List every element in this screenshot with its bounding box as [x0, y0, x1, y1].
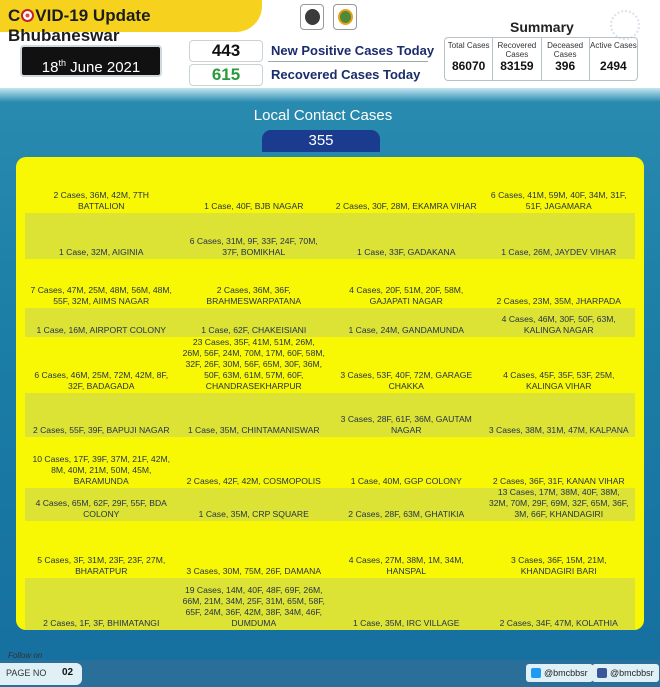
recovered-today-label: Recovered Cases Today [271, 67, 421, 82]
date-day: 18 [41, 59, 59, 76]
case-cell: 5 Cases, 3F, 31M, 23F, 23F, 27M, BHARATPUR [37, 555, 166, 576]
case-cell: 2 Cases, 36M, 36F, BRAHMESWARPATANA [206, 285, 302, 306]
bmc-logo-icon [333, 4, 357, 30]
case-cell: 1 Case, 24M, GANDAMUNDA [348, 325, 465, 335]
table-row [25, 578, 635, 630]
page-label: PAGE NO [6, 668, 47, 678]
case-cell: 2 Cases, 30F, 28M, EKAMRA VIHAR [335, 201, 477, 211]
govt-emblem-icon [300, 4, 324, 30]
case-cell: 6 Cases, 31M, 9F, 33F, 24F, 70M, 37F, BOMIKHAL [189, 236, 318, 257]
case-cell: 4 Cases, 27M, 38M, 1M, 34M, HANSPAL [348, 555, 464, 576]
twitter-link[interactable] [526, 664, 593, 682]
case-cell: 1 Case, 33F, GADAKANA [357, 247, 456, 257]
case-cell: 1 Case, 16M, AIRPORT COLONY [36, 325, 167, 335]
cases-card [16, 157, 644, 630]
facebook-link[interactable] [592, 664, 659, 682]
follow-label: Follow on [8, 651, 43, 660]
table-row [25, 213, 635, 259]
case-cell: 13 Cases, 17M, 38M, 40F, 38M, 32M, 70M, 29F, 69M, 32F, 65M, 36F, 3M, 66F, KHANDAGIRI [489, 487, 629, 519]
case-cell: 1 Case, 26M, JAYDEV VIHAR [501, 247, 617, 257]
table-row [25, 337, 635, 393]
case-cell: 1 Case, 40M, GGP COLONY [350, 476, 462, 486]
summary-label: Total Cases [447, 41, 490, 50]
case-cell: 4 Cases, 20F, 51M, 20F, 58M, GAJAPATI NAGAR [349, 285, 464, 306]
summary-label: Recovered Cases [497, 41, 537, 59]
case-cell: 19 Cases, 14M, 40F, 48F, 69F, 26M, 66M, 21M, 34M, 25F, 31M, 65M, 58F, 65F, 24M, 36F, 42M, 38F, 34M, 46F, DUMDUMA [182, 585, 325, 628]
twitter-handle: @bmcbbsr [544, 668, 588, 678]
case-cell: 2 Cases, 23M, 35M, JHARPADA [496, 296, 621, 306]
local-contact-title: Local Contact Cases [253, 107, 393, 124]
new-positive-label: New Positive Cases Today [271, 43, 435, 58]
case-cell: 3 Cases, 30M, 75M, 26F, DAMANA [186, 566, 322, 576]
page-number: 02 [62, 667, 74, 678]
facebook-icon [597, 668, 607, 678]
summary-value: 86070 [451, 59, 486, 73]
case-cell: 2 Cases, 34F, 47M, KOLATHIA [499, 618, 618, 628]
date-month-year: June 2021 [65, 59, 141, 76]
summary-value: 83159 [500, 59, 534, 73]
recovered-today-count: 615 [189, 64, 263, 86]
case-cell: 3 Cases, 28F, 61F, 36M, GAUTAM NAGAR [340, 414, 472, 435]
case-cell: 2 Cases, 28F, 63M, GHATIKIA [348, 509, 465, 519]
facebook-handle: @bmcbbsr [610, 668, 654, 678]
new-positive-count: 443 [189, 40, 263, 62]
header [0, 0, 660, 88]
summary-value: 396 [555, 59, 576, 73]
case-cell: 1 Case, 35M, CHINTAMANISWAR [187, 425, 320, 435]
virus-decoration-icon [610, 10, 640, 40]
page-title [0, 0, 262, 45]
case-cell: 23 Cases, 35F, 41M, 51M, 26M, 26M, 56F, 24M, 70M, 17M, 60F, 58M, 32F, 26F, 30M, 56F, 65M, 30F, 36M, 50F, 63M, 61M, 57M, 60F, CHANDRASEKHARPUR [182, 337, 325, 391]
summary-title: Summary [510, 19, 574, 35]
summary-value: 2494 [600, 59, 627, 73]
case-cell: 3 Cases, 53F, 40F, 72M, GARAGE CHAKKA [340, 370, 473, 391]
case-cell: 2 Cases, 1F, 3F, BHIMATANGI [43, 618, 160, 628]
case-cell: 1 Case, 32M, AIGINIA [58, 247, 144, 257]
case-cell: 4 Cases, 46M, 30F, 50F, 63M, KALINGA NAGAR [501, 314, 616, 335]
case-cell: 6 Cases, 41M, 59M, 40F, 34M, 31F, 51F, JAGAMARA [490, 190, 627, 211]
virus-icon [21, 9, 34, 22]
case-cell: 2 Cases, 36F, 31F, KANAN VIHAR [492, 476, 625, 486]
case-cell: 1 Case, 62F, CHAKEISIANI [201, 325, 307, 335]
case-cell: 6 Cases, 46M, 25M, 72M, 42M, 8F, 32F, BADAGADA [34, 370, 169, 391]
stat-divider [268, 61, 428, 62]
date-display [20, 45, 162, 77]
table-row [25, 268, 635, 308]
summary-label: Deceased Cases [547, 41, 584, 59]
summary-recovered [493, 38, 541, 80]
case-cell: 4 Cases, 65M, 62F, 29F, 55F, BDA COLONY [35, 498, 167, 519]
table-row [25, 157, 635, 213]
table-row [25, 393, 635, 437]
title-prefix: C [8, 6, 21, 25]
twitter-icon [531, 668, 541, 678]
table-row [25, 488, 635, 521]
summary-active [590, 38, 637, 80]
table-row [25, 308, 635, 337]
summary-deceased [542, 38, 590, 80]
summary-label: Active Cases [590, 41, 637, 50]
case-cell: 4 Cases, 45F, 35F, 53F, 25M, KALINGA VIHAR [503, 370, 615, 391]
case-cell: 1 Case, 35M, CRP SQUARE [198, 509, 309, 519]
summary-box [444, 37, 638, 81]
local-contact-count: 355 [262, 130, 380, 152]
case-cell: 2 Cases, 36M, 42M, 7TH BATTALION [53, 190, 150, 211]
case-cell: 2 Cases, 42F, 42M, COSMOPOLIS [186, 476, 321, 486]
date-suffix: th [58, 58, 66, 68]
case-cell: 1 Case, 40F, BJB NAGAR [204, 201, 304, 211]
case-cell: 10 Cases, 17F, 39F, 37M, 21F, 42M, 8M, 40M, 21M, 50M, 45M, BARAMUNDA [32, 454, 171, 486]
panel-highlight [0, 88, 660, 102]
table-row [25, 521, 635, 578]
title-suffix: VID-19 Update Bhubaneswar [8, 6, 151, 45]
case-cell: 3 Cases, 36F, 15M, 21M, KHANDAGIRI BARI [510, 555, 607, 576]
summary-total [445, 38, 493, 80]
case-cell: 7 Cases, 47M, 25M, 48M, 56M, 48M, 55F, 32M, AIIMS NAGAR [30, 285, 172, 306]
case-cell: 3 Cases, 38M, 31M, 47M, KALPANA [488, 425, 629, 435]
table-row [25, 448, 635, 488]
case-cell: 1 Case, 35M, IRC VILLAGE [352, 618, 460, 628]
case-cell: 2 Cases, 55F, 39F, BAPUJI NAGAR [32, 425, 170, 435]
